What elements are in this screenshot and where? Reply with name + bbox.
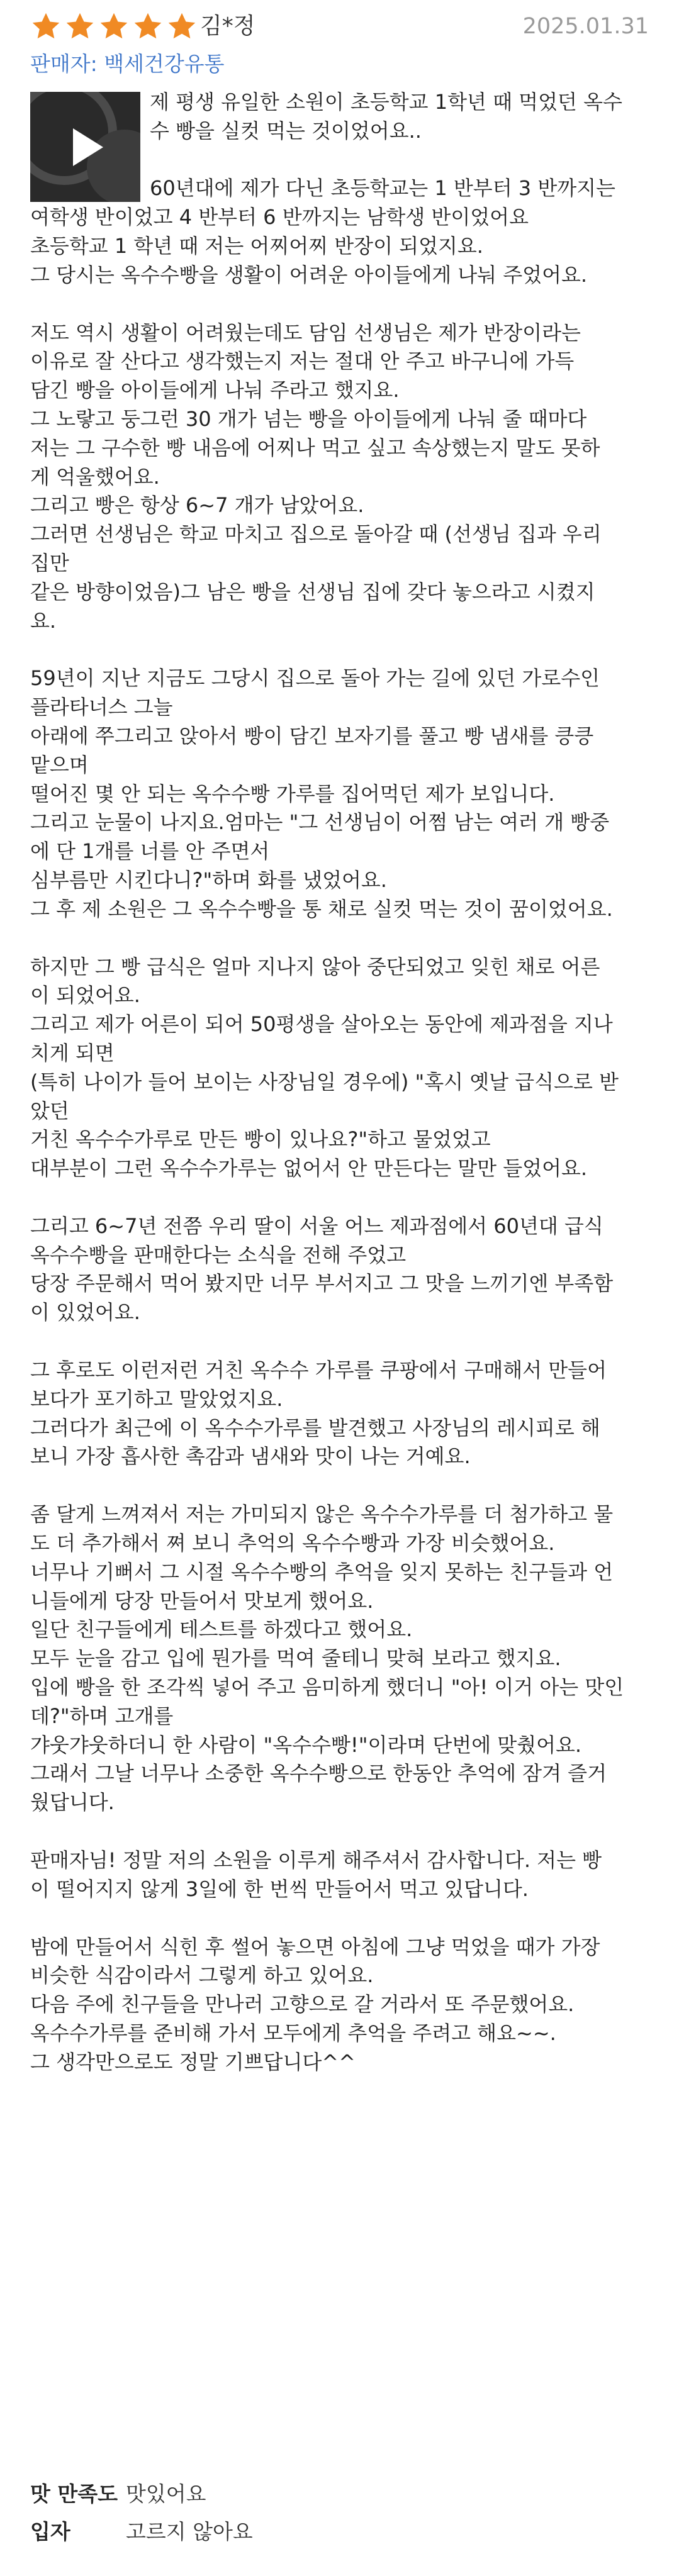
review-line: 입에 빵을 한 조각씩 넣어 주고 음미하게 했더니 "아! 이거 아는 맛인	[30, 1675, 624, 1700]
review-paragraph	[30, 1356, 653, 1471]
review-line: 그 후 제 소원은 그 옥수수빵을 통 채로 실컷 먹는 것이 꿈이었어요.	[30, 896, 613, 921]
attribute-value: 고르지 않아요	[126, 2519, 253, 2544]
attribute-value: 맛있어요	[126, 2482, 206, 2506]
star-rating	[30, 9, 198, 44]
review-line: 집만	[30, 550, 69, 575]
review-date: 2025.01.31	[522, 14, 649, 39]
review-line: 일단 친구들에게 테스트를 하겠다고 했어요.	[30, 1617, 413, 1642]
review-line: 옥수수가루를 준비해 가서 모두에게 추억을 주려고 해요~~.	[30, 2021, 556, 2046]
review-line: 너무나 기뻐서 그 시절 옥수수빵의 추억을 잊지 못하는 친구들과 언	[30, 1559, 614, 1584]
review-paragraph	[30, 319, 653, 636]
review-line: 대부분이 그런 옥수수가루는 없어서 안 만든다는 말만 들었어요.	[30, 1156, 588, 1181]
review-line: 판매자님! 정말 저의 소원을 이루게 해주셔서 감사합니다. 저는 빵	[30, 1848, 602, 1873]
review-line: 았던	[30, 1098, 69, 1123]
review-line: 그 노랗고 둥그런 30 개가 넘는 빵을 아이들에게 나눠 줄 때마다	[30, 406, 587, 431]
review-line: 그리고 제가 어른이 되어 50평생을 살아오는 동안에 제과점을 지나	[30, 1012, 613, 1037]
review-line: (특히 나이가 들어 보이는 사장님일 경우에) "혹시 옛날 급식으로 받	[30, 1069, 619, 1094]
review-line: 보니 가장 흡사한 촉감과 냄새와 맛이 나는 거예요.	[30, 1444, 471, 1469]
review-header	[30, 8, 649, 45]
review-paragraph	[30, 1500, 653, 1817]
review-line: 제 평생 유일한 소원이 초등학교 1학년 때 먹었던 옥수	[150, 90, 622, 114]
review-line: 모두 눈을 감고 입에 뭔가를 먹여 줄테니 맞혀 보라고 했지요.	[30, 1646, 561, 1671]
review-line: 당장 주문해서 먹어 봤지만 너무 부서지고 그 맛을 느끼기엔 부족함	[30, 1271, 614, 1296]
review-line: 치게 되면	[30, 1040, 115, 1065]
review-line: 그래서 그날 너무나 소중한 옥수수빵으로 한동안 추억에 잠겨 즐거	[30, 1761, 607, 1786]
review-line: 여학생 반이었고 4 반부터 6 반까지는 남학생 반이었어요	[30, 205, 529, 230]
review-line: 59년이 지난 지금도 그당시 집으로 돌아 가는 길에 있던 가로수인	[30, 666, 600, 691]
reviewer-name: 김*정	[200, 13, 255, 39]
review-line: 수 빵을 실컷 먹는 것이었어요..	[150, 118, 422, 143]
star-icon	[64, 11, 96, 42]
review-line: 그 후로도 이런저런 거친 옥수수 가루를 쿠팡에서 구매해서 만들어	[30, 1358, 607, 1383]
review-line: 저도 역시 생활이 어려웠는데도 담임 선생님은 제가 반장이라는	[30, 320, 581, 345]
review-line: 그러면 선생님은 학교 마치고 집으로 돌아갈 때 (선생님 집과 우리	[30, 522, 602, 547]
review-line: 밤에 만들어서 식힌 후 썰어 놓으면 아침에 그냥 먹었을 때가 가장	[30, 1934, 600, 1959]
review-paragraph	[30, 1933, 653, 2077]
attribute-row	[30, 2513, 653, 2551]
review-paragraph	[30, 1846, 653, 1904]
attribute-label: 입자	[30, 2519, 70, 2544]
review-body	[30, 88, 653, 2106]
review-line: 맡으며	[30, 752, 89, 777]
review-line: 담긴 빵을 아이들에게 나눠 주라고 했지요.	[30, 378, 400, 403]
star-icon	[30, 11, 62, 42]
review-line: 데?"하며 고개를	[30, 1703, 174, 1728]
review-line: 그러다가 최근에 이 옥수수가루를 발견했고 사장님의 레시피로 해	[30, 1415, 600, 1440]
review-paragraph	[30, 953, 653, 1183]
review-paragraph	[30, 664, 653, 923]
review-line: 게 억울했어요.	[30, 464, 160, 489]
review-line: 저는 그 구수한 빵 내음에 어찌나 먹고 싶고 속상했는지 말도 못하	[30, 435, 600, 460]
attribute-row	[30, 2475, 653, 2513]
review-line: 플라타너스 그늘	[30, 695, 173, 720]
review-line: 60년대에 제가 다닌 초등학교는 1 반부터 3 반까지는	[150, 176, 615, 201]
review-line: 그리고 6~7년 전쯤 우리 딸이 서울 어느 제과점에서 60년대 급식	[30, 1213, 603, 1238]
star-icon	[98, 11, 130, 42]
review-line: 이 떨어지지 않게 3일에 한 번씩 만들어서 먹고 있답니다.	[30, 1876, 529, 1901]
star-icon	[132, 11, 164, 42]
review-line: 심부름만 시킨다니?"하며 화를 냈었어요.	[30, 867, 387, 892]
review-line: 웠답니다.	[30, 1790, 115, 1815]
review-line: 초등학교 1 학년 때 저는 어찌어찌 반장이 되었지요.	[30, 233, 483, 258]
review-line: 비슷한 식감이라서 그렇게 하고 있어요.	[30, 1963, 374, 1988]
review-line: 갸웃갸웃하더니 한 사람이 "옥수수빵!"이라며 단번에 맞췄어요.	[30, 1732, 582, 1757]
review-line: 도 더 추가해서 쪄 보니 추억의 옥수수빵과 가장 비슷했어요.	[30, 1531, 555, 1556]
seller-name: 판매자: 백세건강유통	[30, 52, 225, 76]
review-line: 요.	[30, 608, 57, 633]
review-line: 그리고 눈물이 나지요.엄마는 "그 선생님이 어쩜 남는 여러 개 빵중	[30, 810, 610, 835]
review-line: 보다가 포기하고 말았었지요.	[30, 1386, 283, 1411]
review-line: 그리고 빵은 항상 6~7 개가 남았어요.	[30, 493, 364, 518]
review-line: 그 당시는 옥수수빵을 생활이 어려운 아이들에게 나눠 주었어요.	[30, 262, 588, 287]
review-line: 그 생각만으로도 정말 기쁘답니다^^	[30, 2049, 356, 2074]
review-line: 다음 주에 친구들을 만나러 고향으로 갈 거라서 또 주문했어요.	[30, 1992, 575, 2017]
review-line: 니들에게 당장 만들어서 맛보게 했어요.	[30, 1588, 374, 1613]
review-line: 같은 방향이었음)그 남은 빵을 선생님 집에 갖다 놓으라고 시켰지	[30, 579, 595, 604]
review-paragraph	[30, 1212, 653, 1327]
review-line: 하지만 그 빵 급식은 얼마 지나지 않아 중단되었고 잊힌 채로 어른	[30, 954, 600, 979]
review-line: 이 있었어요.	[30, 1300, 140, 1325]
review-attributes	[30, 2475, 653, 2551]
review-line: 에 단 1개를 너를 안 주면서	[30, 839, 270, 864]
review-line: 이 되었어요.	[30, 983, 140, 1008]
attribute-label: 맛 만족도	[30, 2482, 118, 2506]
review-line: 이유로 잘 산다고 생각했는지 저는 절대 안 주고 바구니에 가득	[30, 349, 575, 374]
review-line: 떨어진 몇 안 되는 옥수수빵 가루를 집어먹던 제가 보입니다.	[30, 781, 555, 806]
review-line: 거친 옥수수가루로 만든 빵이 있나요?"하고 물었었고	[30, 1127, 491, 1152]
review-line: 좀 달게 느껴져서 저는 가미되지 않은 옥수수가루를 더 첨가하고 물	[30, 1502, 614, 1527]
star-icon	[166, 11, 198, 42]
review-line: 옥수수빵을 판매한다는 소식을 전해 주었고	[30, 1242, 407, 1267]
review-line: 아래에 쭈그리고 앉아서 빵이 담긴 보자기를 풀고 빵 냄새를 킁킁	[30, 723, 594, 748]
